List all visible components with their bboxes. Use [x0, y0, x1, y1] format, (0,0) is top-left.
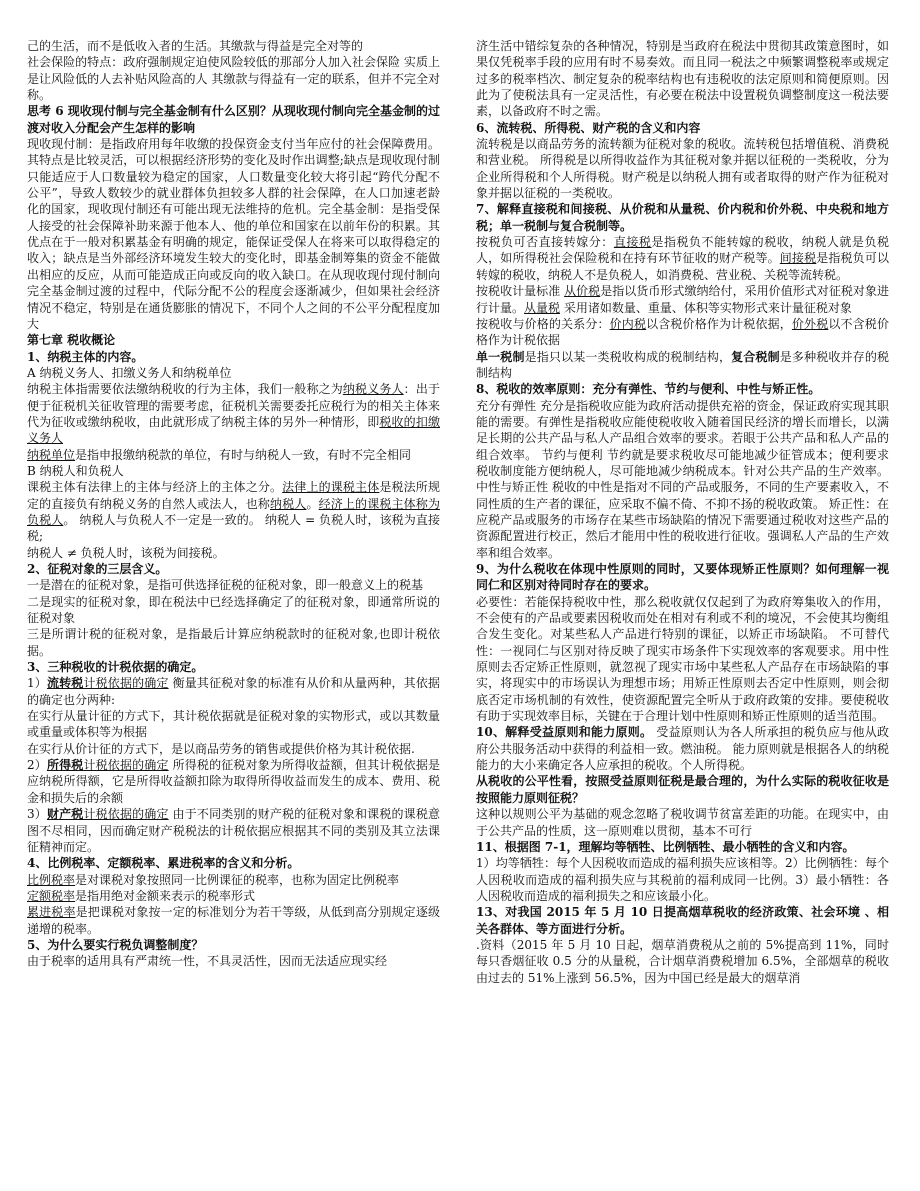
paragraph: 济生活中错综复杂的各种情况，特别是当政府在税法中贯彻其政策意图时，如果仅凭税率手段的应用有时不易奏效。而且同一税法之中频繁调整税率或规定过多的税率档次、制定复杂的税率结构也有违税收的法定原则和简便原则。因此为了使税法具有一定灵活性，有必要在税法中设置税负调整制度这一税法要素，以备政府不时之需。 [476, 39, 889, 119]
paragraph: 按税收计量标准 从价税是指以货币形式缴纳给付，采用价值形式对征税对象进行计量。从量税 采用诸如数量、重量、体积等实物形式来计量征税对象 [476, 284, 889, 315]
paragraph: A 纳税义务人、扣缴义务人和纳税单位 [27, 365, 232, 380]
paragraph: 在实行从量计征的方式下，其计税依据就是征税对象的实物形式，或以其数量或重量或体积等为根据 [27, 709, 440, 740]
paragraph: 在实行从价计征的方式下，是以商品劳务的销售或提供价格为其计税依据. [27, 741, 415, 756]
paragraph: 纳税单位是指申报缴纳税款的单位，有时与纳税人一致，有时不完全相同 [27, 447, 412, 462]
paragraph: 1）流转税计税依据的确定 衡量其征税对象的标准有从价和从量两种，其依据的确定也分两种: [27, 676, 440, 707]
paragraph: B 纳税人和负税人 [27, 463, 124, 478]
left-column [27, 38, 440, 970]
section-heading: 2、征税对象的三层含义。 [27, 562, 168, 576]
paragraph: 定额税率是指用绝对金额来表示的税率形式 [27, 888, 256, 903]
paragraph: 3）财产税计税依据的确定 由于不同类别的财产税的征税对象和课税的课税意图不尽相同，因而确定财产税税法的计税依据应根据其不同的类别及其立法课征精神而定。 [27, 807, 440, 854]
paragraph: 按税收与价格的关系分：价内税以含税价格作为计税依据，价外税以不含税价格作为计税依据 [476, 316, 889, 348]
section-heading: 4、比例税率、定额税率、累进税率的含义和分析。 [27, 856, 300, 871]
paragraph: 充分有弹性 充分是指税收应能为政府活动提供充裕的资金，保证政府实现其职能的需要。有弹性是指税收应能使税收收入随着国民经济的增长而增长，以满足长期的公共产品与私人产品组合效率的要求。若眼于公共产品和私人产品的组合效率。 节约与便利 节约就是要求税收尽可能地减少征管成本；便利要求税收制度能方便纳税人，尽可能地减少纳税成本。针对公共产品的生产效率。 中性与矫正性 税收的中性是指对不同的产品或服务，不同的生产要素收入，不同性质的生产者的课征，应采取不偏不倚、不抑不扬的税收政策。 矫正性：在应税产品或服务的市场存在某些市场缺陷的情况下需要通过税收对这些产品的资源配置进行校正，然后才能用中性的税收进行征收。强调私人产品的生产效率和组合效率。 [476, 398, 889, 560]
paragraph: 比例税率是对课税对象按照同一比例课征的税率，也称为固定比例税率 [27, 872, 400, 887]
paragraph: 流转税是以商品劳务的流转额为征税对象的税收。流转税包括增值税、消费税和营业税。 所得税是以所得收益作为其征税对象并据以征税的一类税收，分为企业所得税和个人所得税。财产税是以纳税人拥有或者取得的财产作为征税对象并据以征税的一类税收。 [476, 137, 889, 201]
paragraph: 课税主体有法律上的主体与经济上的主体之分。法律上的课税主体是税法所规定的直接负有纳税义务的自然人或法人，也称纳税人。经济上的课税主体称为负税人。 纳税人与负税人不一定是一致的。 纳税人 = 负税人时，该税为直接税; [27, 480, 440, 544]
paragraph: 累进税率是把课税对象按一定的标准划分为若干等级，从低到高分别规定逐级递增的税率。 [27, 905, 440, 936]
paragraph: 这种以规则公平为基础的观念忽略了税收调节贫富差距的功能。在现实中，由于公共产品的性质，这一原则难以贯彻，基本不可行 [476, 807, 889, 838]
paragraph: 必要性：若能保持税收中性，那么税收就仅仅起到了为政府筹集收入的作用，不会使有的产品或要素因税收而处在相对有利或不利的境况，不会使其均衡组合发生变化。对某些私人产品进行特别的课征，以矫正市场缺陷。 不可替代性：一视同仁与区别对待反映了现实市场条件下实现效率的客观要求。用中性原则去否定矫正性原则，就忽视了现实市场中某些私人产品存在市场缺陷的事实，将现实中的市场误认为理想市场；用矫正性原则去否定中性原则，则会彻底否定市场机制的有效性，使资源配置完全听从于政府政策的安排。要使税收有助于实现效率目标，关键在于合理计划中性原则和矫正性原则的适当范围。 [476, 594, 889, 724]
chapter-title: 第七章 税收概论 [27, 333, 116, 348]
paragraph: 按税负可否直接转嫁分：直接税是指税负不能转嫁的税收，纳税人就是负税人，如所得税社会保险税和在持有环节征收的财产税等。间接税是指税负可以转嫁的税收，纳税人不是负税人，如消费税、营业税、关税等流转税。 [476, 235, 889, 282]
section-heading: 从税收的公平性看，按照受益原则征税是最合理的，为什么实际的税收征收是按照能力原则征税？ [476, 774, 889, 805]
section-heading: 11、根据图 7-1，理解均等牺牲、比例牺牲、最小牺牲的含义和内容。 [476, 839, 855, 854]
section-heading: 13、对我国 2015 年 5 月 10 日提高烟草税收的经济政策、社会环境 、相关各群体、等方面进行分析。 [476, 905, 889, 936]
paragraph: 纳税主体指需要依法缴纳税收的行为主体，我们一般称之为纳税义务人：出于便于征税机关征收管理的需要考虑，征税机关需要委托应税行为的相关主体来代为征收或缴纳税收，由此就形成了纳税主体的另外一种情形，即税收的扣缴义务人 [27, 382, 440, 446]
section-heading: 7、解释直接税和间接税、从价税和从量税、价内税和价外税、中央税和地方税；单一税制与复合税制等。 [476, 202, 889, 233]
section-heading: 6、流转税、所得税、财产税的含义和内容 [476, 120, 701, 135]
paragraph: 二是现实的征税对象，即在税法中已经选择确定了的征税对象，即通常所说的征税对象 [27, 594, 440, 626]
paragraph: 三是所谓计税的征税对象，是指最后计算应纳税款时的征税对象,也即计税依据。 [27, 627, 440, 658]
paragraph: 现收现付制：是指政府用每年收缴的投保资金支付当年应付的社会保障费用。其特点是比较灵活，可以根据经济形势的变化及时作出调整;缺点是现收现付制只能适应于人口数量较为稳定的国家，人口数量变化较大将引起“跨代分配不公平”，导致人数较少的就业群体负担较多人群的社会保障，在人口加速老龄化的国家，现收现付制还有可能出现无法维持的危机。完全基金制：是指受保人接受的社会保障补助来源于他本人、他的单位和国家在以前年份的积累。其优点在于一般对积累基金有明确的规定，能保证受保人在将来可以取得稳定的收入；缺点是当外部经济环境发生较大的变化时，即基金制筹集的资金不能做出相应的反应，从而可能造成正向或反向的收入缺口。在从现收现付现付制向完全基金制过渡的过程中，代际分配不公的程度会逐渐减少，但如果社会经济情况不稳定，特别是在通货膨胀的情况下，不同个人之间的不公平分配程度加大 [27, 137, 440, 331]
paragraph: 由于税率的适用具有严肃统一性，不具灵活性，因而无法适应现实经 [27, 954, 388, 969]
section-heading: 思考 6 现收现付制与完全基金制有什么区别？从现收现付制向完全基金制的过渡对收入分配会产生怎样的影响 [27, 104, 440, 135]
section-heading: 3、三种税收的计税依据的确定。 [27, 660, 204, 675]
paragraph: 1）均等牺牲：每个人因税收而造成的福利损失应该相等。2）比例牺牲：每个人因税收而造成的福利损失应与其税前的福利成同一比例。3）最小牺牲：各人因税收而造成的福利损失之和应该最小化。 [476, 856, 889, 903]
paragraph: 己的生活，而不是低收入者的生活。其缴款与得益是完全对等的 [27, 39, 364, 53]
section-heading: 1、纳税主体的内容。 [27, 349, 144, 364]
section-heading: 8、税收的效率原则：充分有弹性、节约与便利、中性与矫正性。 [476, 382, 821, 397]
section-heading: 9、为什么税收在体现中性原则的同时，又要体现矫正性原则？如何理解一视同仁和区别对待同时存在的要求。 [476, 562, 889, 593]
paragraph: 单一税制是指只以某一类税收构成的税制结构，复合税制是多种税收并存的税制结构 [476, 349, 889, 380]
paragraph: 纳税人 ≠ 负税人时，该税为间接税。 [27, 545, 225, 560]
paragraph: .资料（2015 年 5 月 10 日起，烟草消费税从之前的 5%提高到 11%，同时每只香烟征收 0.5 分的从量税，合计烟草消费税增加 6.5%，全部烟草的税收由过去的 51%上涨到 56.5%，因为中国已经是最大的烟草消 [476, 937, 889, 985]
paragraph: 一是潜在的征税对象，是指可供选择征税的征税对象，即一般意义上的税基 [27, 578, 424, 593]
paragraph: 2）所得税计税依据的确定 所得税的征税对象为所得收益额，但其计税依据是应纳税所得额，它是所得收益额扣除为取得所得收益而发生的成本、费用、税金和损失后的余额 [27, 758, 440, 805]
paragraph: 10、解释受益原则和能力原则。 受益原则认为各人所承担的税负应与他从政府公共服务活动中获得的利益相一致。燃油税。 能力原则就是根据各人的纳税能力的大小来确定各人应承担的税收。个人所得税。 [476, 725, 889, 773]
paragraph: 社会保险的特点：政府强制规定迫使风险较低的那部分人加入社会保险 实质上是让风险低的人去补贴风险高的人 其缴款与得益有一定的联系，但并不完全对称。 [27, 55, 440, 103]
section-heading: 5、为什么要实行税负调整制度？ [27, 937, 204, 952]
right-column [476, 38, 889, 986]
